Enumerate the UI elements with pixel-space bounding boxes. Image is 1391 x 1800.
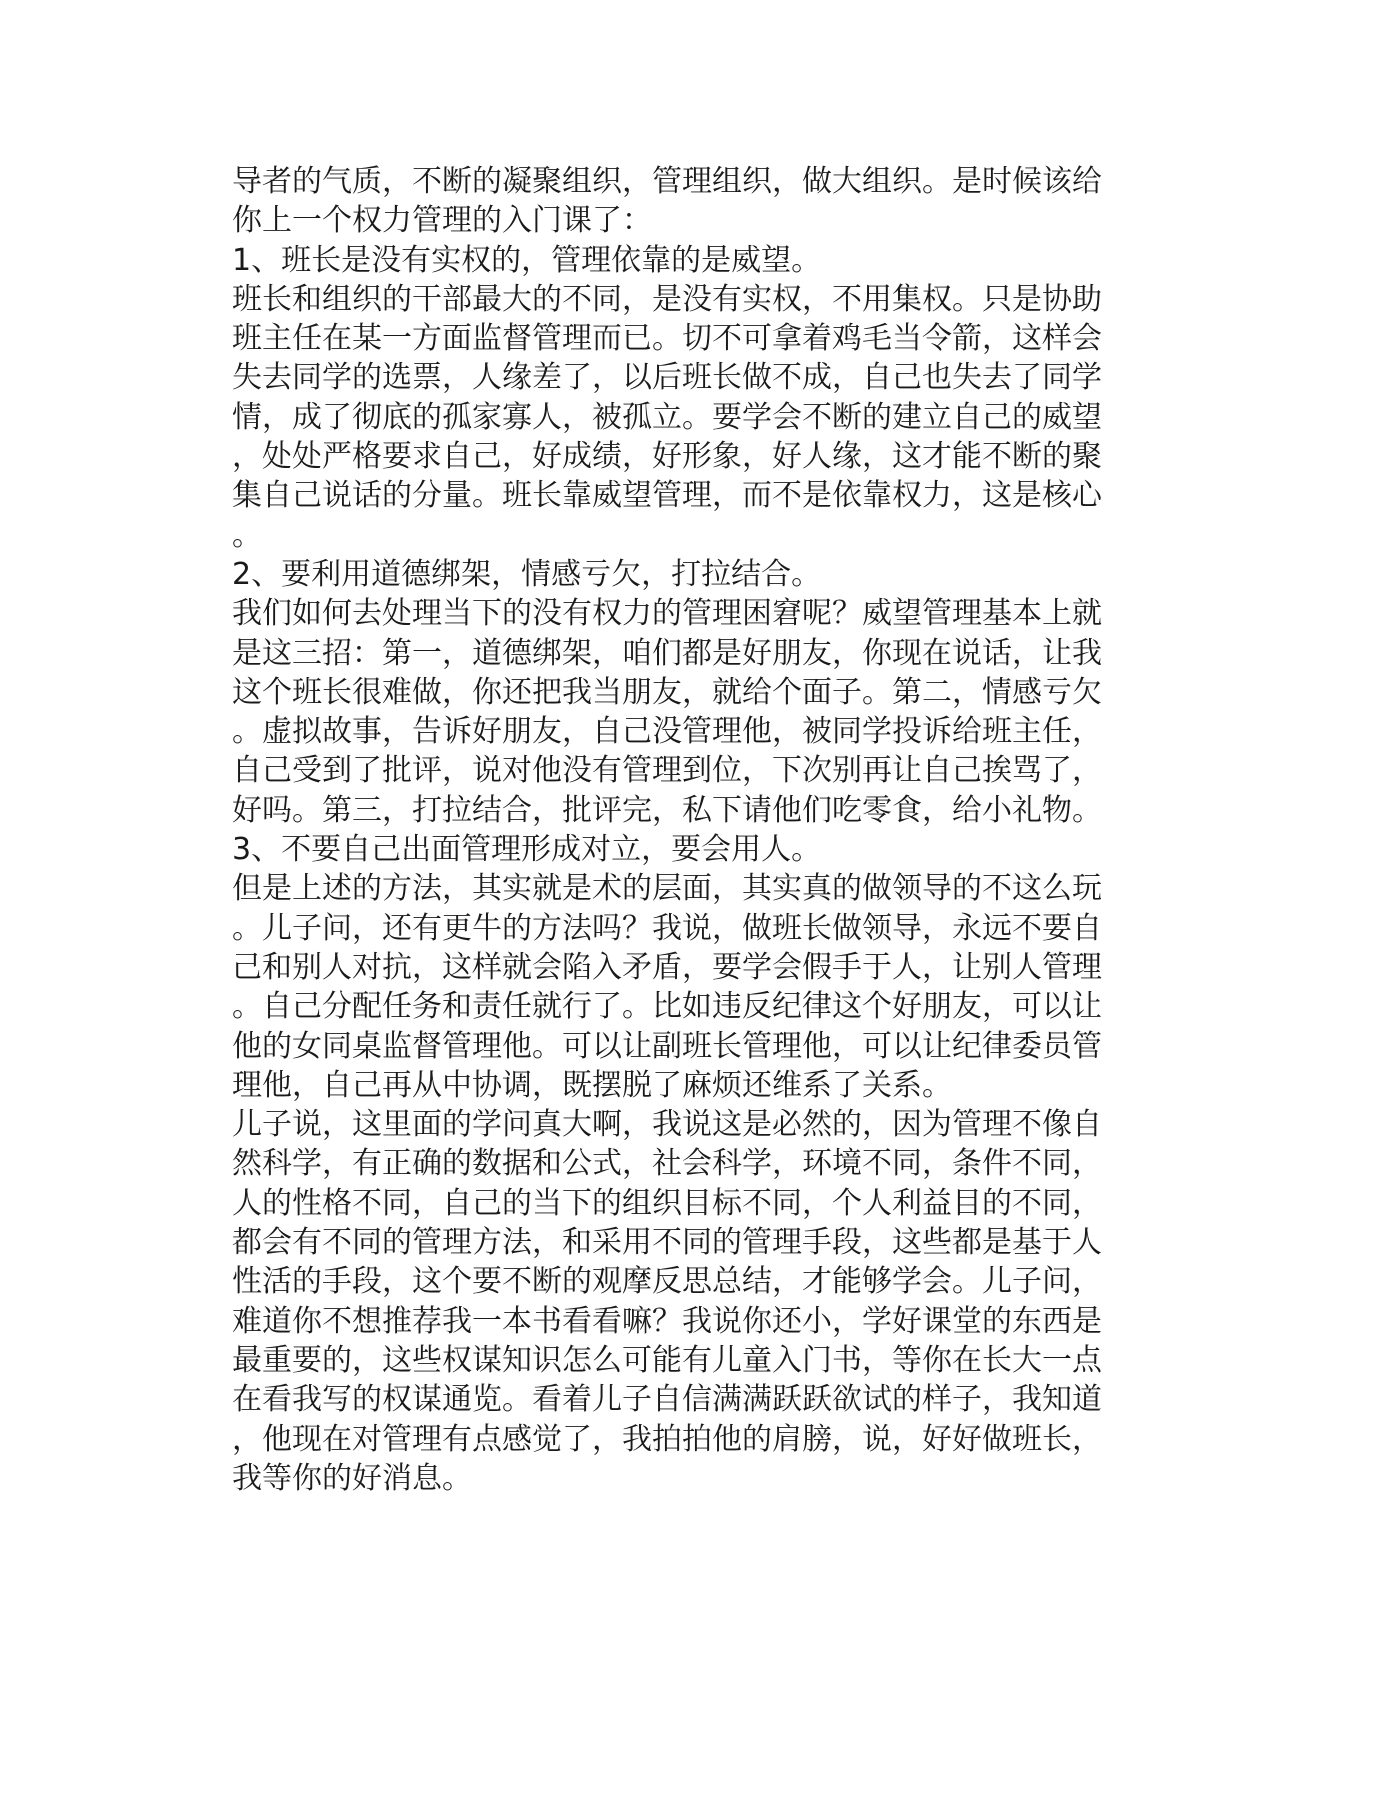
text-line: 失去同学的选票，人缘差了，以后班长做不成，自己也失去了同学	[232, 360, 1102, 396]
text-line: 这个班长很难做，你还把我当朋友，就给个面子。第二，情感亏欠	[232, 674, 1102, 710]
text-line: 人的性格不同，自己的当下的组织目标不同，个人利益目的不同，	[232, 1185, 1102, 1221]
section-heading-1: 1、班长是没有实权的，管理依靠的是威望。	[232, 242, 822, 278]
text-line: 集自己说话的分量。班长靠威望管理，而不是依靠权力，这是核心	[232, 478, 1102, 514]
text-line: 都会有不同的管理方法，和采用不同的管理手段，这些都是基于人	[232, 1225, 1102, 1261]
text-line: 自己受到了批评，说对他没有管理到位，下次别再让自己挨骂了，	[232, 753, 1102, 789]
text-line: 但是上述的方法，其实就是术的层面，其实真的做领导的不这么玩	[232, 871, 1102, 907]
text-line: 好吗。第三，打拉结合，批评完，私下请他们吃零食，给小礼物。	[232, 792, 1102, 828]
text-line: 。儿子问，还有更牛的方法吗？我说，做班长做领导，永远不要自	[232, 910, 1102, 946]
text-line: 。虚拟故事，告诉好朋友，自己没管理他，被同学投诉给班主任，	[232, 714, 1102, 750]
text-line: 班长和组织的干部最大的不同，是没有实权，不用集权。只是协助	[232, 281, 1102, 317]
text-line: 难道你不想推荐我一本书看看嘛？我说你还小，学好课堂的东西是	[232, 1303, 1102, 1339]
text-line: 导者的气质，不断的凝聚组织，管理组织，做大组织。是时候该给	[232, 164, 1102, 199]
section-heading-3: 3、不要自己出面管理形成对立，要会用人。	[232, 832, 822, 868]
text-line: ，处处严格要求自己，好成绩，好形象，好人缘，这才能不断的聚	[232, 439, 1102, 475]
text-line: 。自己分配任务和责任就行了。比如违反纪律这个好朋友，可以让	[232, 989, 1102, 1025]
text-line: 己和别人对抗，这样就会陷入矛盾，要学会假手于人，让别人管理	[232, 949, 1102, 985]
section-heading-2: 2、要利用道德绑架，情感亏欠，打拉结合。	[232, 556, 822, 592]
text-line: 在看我写的权谋通览。看着儿子自信满满跃跃欲试的样子，我知道	[232, 1382, 1102, 1418]
text-line: 他的女同桌监督管理他。可以让副班长管理他，可以让纪律委员管	[232, 1028, 1102, 1064]
text-line: 理他，自己再从中协调，既摆脱了麻烦还维系了关系。	[232, 1067, 952, 1103]
text-line: 性活的手段，这个要不断的观摩反思总结，才能够学会。儿子问，	[232, 1264, 1102, 1300]
text-line: 班主任在某一方面监督管理而已。切不可拿着鸡毛当令箭，这样会	[232, 321, 1102, 357]
body-text	[232, 162, 1152, 1498]
text-line: 情，成了彻底的孤家寡人，被孤立。要学会不断的建立自己的威望	[232, 399, 1102, 435]
text-line: 然科学，有正确的数据和公式，社会科学，环境不同，条件不同，	[232, 1146, 1102, 1182]
text-line: 我们如何去处理当下的没有权力的管理困窘呢？威望管理基本上就	[232, 596, 1102, 632]
text-line: ，他现在对管理有点感觉了，我拍拍他的肩膀，说，好好做班长，	[232, 1421, 1102, 1457]
text-line: 是这三招：第一，道德绑架，咱们都是好朋友，你现在说话，让我	[232, 635, 1102, 671]
text-line: 最重要的，这些权谋知识怎么可能有儿童入门书，等你在长大一点	[232, 1342, 1102, 1378]
text-line: 儿子说，这里面的学问真大啊，我说这是必然的，因为管理不像自	[232, 1107, 1102, 1143]
text-line: 我等你的好消息。	[232, 1460, 472, 1496]
text-line: 。	[232, 517, 262, 553]
text-line: 你上一个权力管理的入门课了：	[232, 203, 652, 239]
